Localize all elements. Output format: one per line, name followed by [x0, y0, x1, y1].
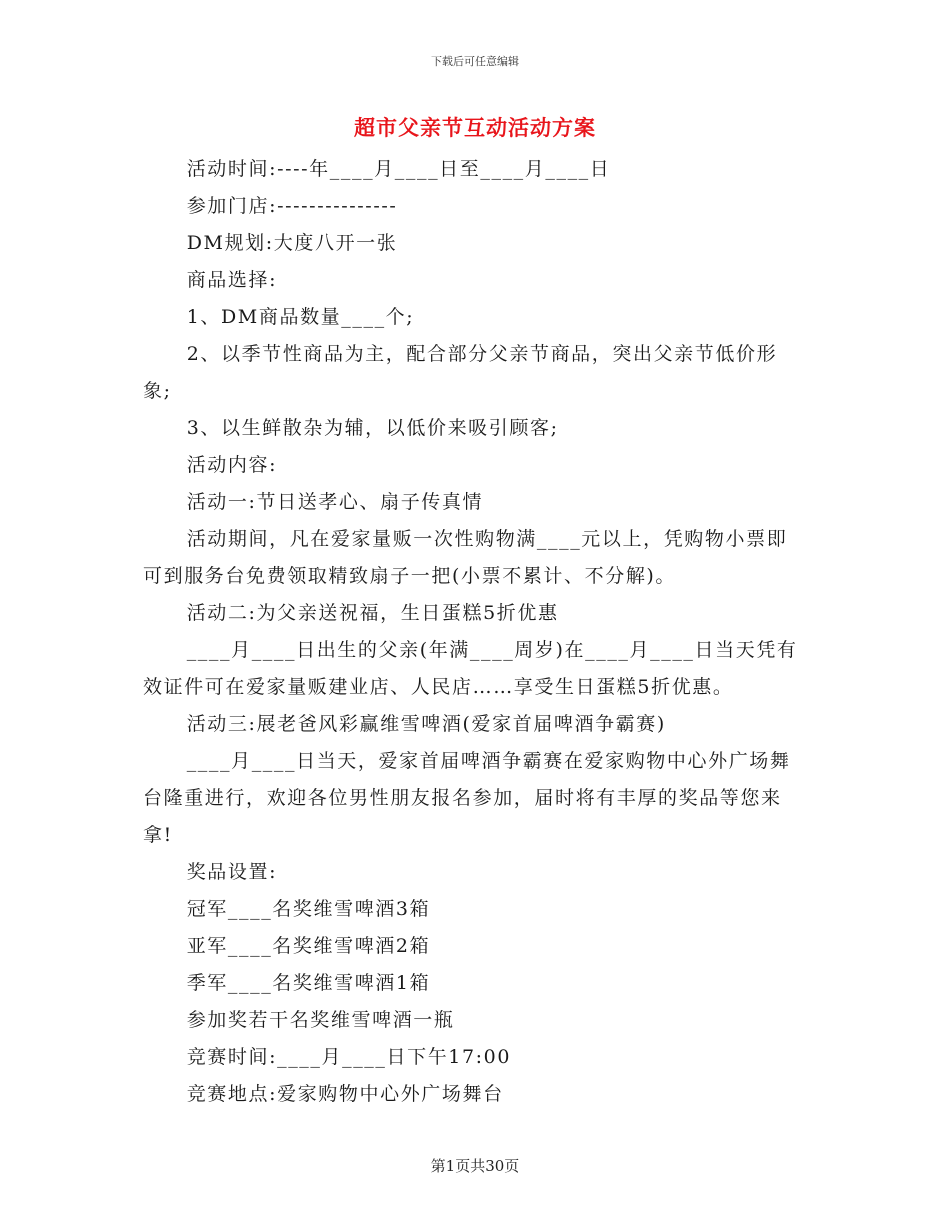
paragraph-prize-runner-up: 亚军____名奖维雪啤酒2箱 [186, 935, 431, 957]
document-title: 超市父亲节互动活动方案 [354, 115, 596, 140]
paragraph-activity-time: 活动时间:----年____月____日至____月____日 [186, 158, 611, 180]
paragraph-item-1: 1、DM商品数量____个; [186, 306, 415, 328]
paragraph-prize-third: 季军____名奖维雪啤酒1箱 [186, 972, 431, 994]
paragraph-prize-champion: 冠军____名奖维雪啤酒3箱 [186, 898, 431, 920]
paragraph-activity-two-body: ____月____日出生的父亲(年满____周岁)在____月____日当天凭有效证件可在爱家量贩建业店、人民店……享受生日蛋糕5折优惠。 [143, 639, 798, 698]
paragraph-product-selection: 商品选择: [186, 269, 278, 291]
page-footer: 第1页共30页 [430, 1157, 520, 1175]
paragraph-activity-two-title: 活动二:为父亲送祝福，生日蛋糕5折优惠 [186, 602, 559, 624]
paragraph-participating-stores: 参加门店:--------------- [186, 195, 398, 217]
paragraph-item-2: 2、以季节性商品为主，配合部分父亲节商品，突出父亲节低价形象; [143, 343, 778, 402]
document-body [143, 151, 803, 1113]
paragraph-activity-one-body: 活动期间，凡在爱家量贩一次性购物满____元以上，凭购物小票即可到服务台免费领取精致扇子一把(小票不累计、不分解)。 [143, 528, 788, 587]
paragraph-activity-one-title: 活动一:节日送孝心、扇子传真情 [186, 491, 484, 513]
paragraph-competition-venue: 竞赛地点:爱家购物中心外广场舞台 [186, 1083, 504, 1105]
paragraph-activity-three-title: 活动三:展老爸风彩赢维雪啤酒(爱家首届啤酒争霸赛) [186, 713, 666, 735]
paragraph-activity-three-body: ____月____日当天，爱家首届啤酒争霸赛在爱家购物中心外广场舞台隆重进行，欢迎各位男性朋友报名参加，届时将有丰厚的奖品等您来拿! [143, 750, 791, 846]
paragraph-item-3: 3、以生鲜散杂为辅，以低价来吸引顾客; [186, 417, 559, 439]
header-note: 下载后可任意编辑 [431, 55, 519, 68]
paragraph-prize-settings: 奖品设置: [186, 861, 278, 883]
paragraph-dm-plan: DM规划:大度八开一张 [186, 232, 398, 254]
paragraph-competition-time: 竞赛时间:____月____日下午17:00 [186, 1046, 512, 1068]
paragraph-activity-content: 活动内容: [186, 454, 278, 476]
paragraph-prize-participation: 参加奖若干名奖维雪啤酒一瓶 [186, 1009, 455, 1031]
